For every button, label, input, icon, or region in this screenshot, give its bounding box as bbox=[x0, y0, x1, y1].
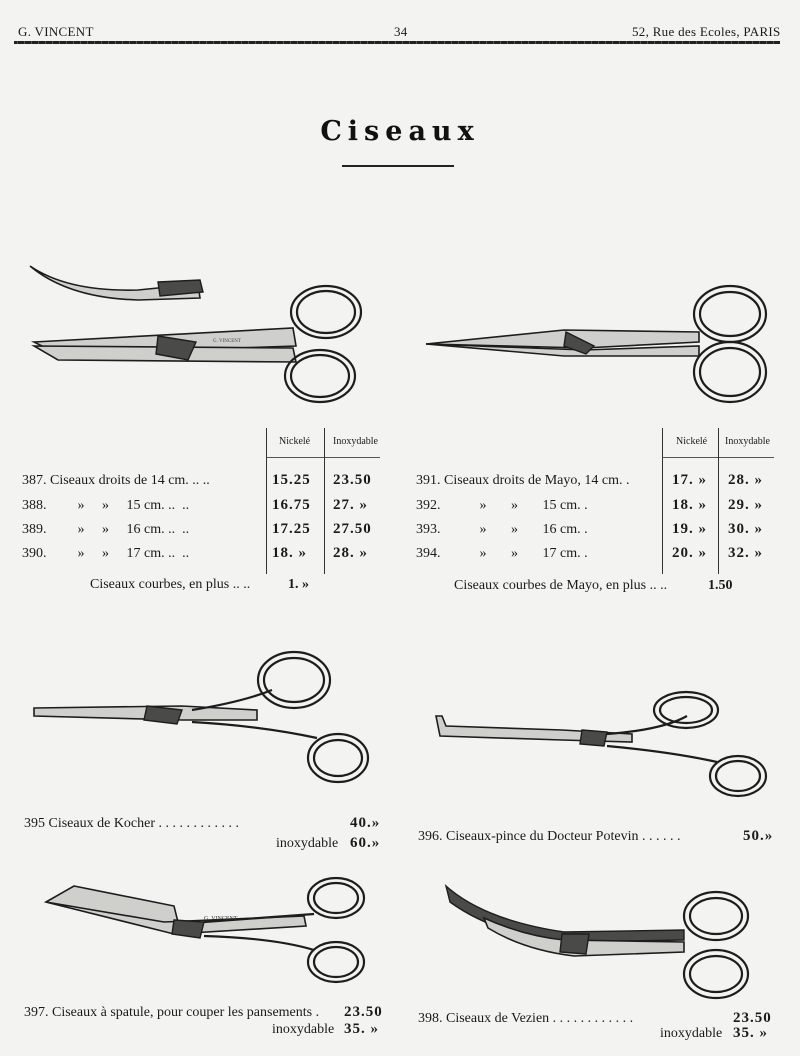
item-396-label: 396. Ciseaux-pince du Docteur Potevin . . . . . . bbox=[418, 829, 681, 844]
price-nickele: 16.75 bbox=[272, 497, 311, 513]
item-description: Ciseaux droits de Mayo, 14 cm. . bbox=[444, 473, 630, 488]
table-row bbox=[22, 498, 189, 514]
item-397-inox-label: inoxydable bbox=[272, 1022, 335, 1037]
item-398-inox-price: 35. » bbox=[733, 1025, 768, 1041]
price-inox: 27.50 bbox=[333, 521, 372, 537]
item-description: » » 17 cm. .. .. bbox=[77, 546, 190, 561]
item-number: 390. bbox=[22, 546, 47, 561]
item-395-label: 395 Ciseaux de Kocher . . . . . . . . . . . . bbox=[24, 816, 240, 831]
item-number: 389. bbox=[22, 522, 47, 537]
engraving-text: G. VINCENT bbox=[213, 339, 241, 344]
item-396-price: 50.» bbox=[743, 828, 774, 844]
table-left-footer-label: Ciseaux courbes, en plus .. .. bbox=[90, 577, 251, 592]
price-inox: 28. » bbox=[333, 545, 368, 561]
price-nickele: 19. » bbox=[672, 521, 707, 537]
page-title: Ciseaux bbox=[320, 116, 480, 147]
scissors-391-illustration bbox=[424, 284, 769, 409]
item-398-inox-label: inoxydable bbox=[660, 1026, 723, 1041]
item-description: » » 17 cm. . bbox=[479, 546, 588, 561]
header-rule bbox=[14, 41, 780, 44]
price-nickele: 18. » bbox=[272, 545, 307, 561]
table-right-footer-label: Ciseaux courbes de Mayo, en plus .. .. bbox=[454, 578, 668, 593]
table-row bbox=[22, 473, 210, 489]
table-row bbox=[416, 498, 588, 514]
item-398-price: 23.50 bbox=[733, 1010, 772, 1026]
title-underline bbox=[342, 165, 454, 167]
item-398-label: 398. Ciseaux de Vezien . . . . . . . . . . . . bbox=[418, 1011, 634, 1026]
item-number: 388. bbox=[22, 498, 47, 513]
price-inox: 29. » bbox=[728, 497, 763, 513]
table-row bbox=[416, 546, 588, 562]
item-395-inox-price: 60.» bbox=[350, 835, 381, 851]
table-row bbox=[416, 473, 629, 489]
header-left: G. VINCENT bbox=[18, 24, 94, 39]
item-description: Ciseaux droits de 14 cm. .. .. bbox=[50, 473, 210, 488]
table-left-col-inox: Inoxydable bbox=[333, 436, 378, 447]
table-right-footer-value: 1.50 bbox=[708, 578, 733, 593]
svg-text:G. VINCENT: G. VINCENT bbox=[204, 916, 238, 922]
page-number: 34 bbox=[394, 24, 408, 39]
scissors-398-illustration bbox=[444, 880, 764, 1002]
table-row bbox=[22, 522, 189, 538]
price-inox: 32. » bbox=[728, 545, 763, 561]
item-397-price: 23.50 bbox=[344, 1004, 383, 1020]
price-nickele: 15.25 bbox=[272, 472, 311, 488]
price-nickele: 20. » bbox=[672, 545, 707, 561]
item-number: 392. bbox=[416, 498, 441, 513]
scissors-396-illustration bbox=[432, 690, 772, 805]
item-395-inox-label: inoxydable bbox=[276, 836, 339, 851]
table-left-divider bbox=[266, 428, 267, 574]
table-left-divider bbox=[324, 428, 325, 574]
table-right-col-inox: Inoxydable bbox=[725, 436, 770, 447]
item-number: 387. bbox=[22, 473, 47, 488]
scissors-387-illustration bbox=[28, 262, 368, 407]
item-number: 391. bbox=[416, 473, 441, 488]
table-left-col-nickele: Nickelé bbox=[279, 436, 311, 447]
table-right-divider bbox=[718, 428, 719, 574]
scissors-395-illustration bbox=[32, 650, 372, 790]
price-inox: 27. » bbox=[333, 497, 368, 513]
price-nickele: 17. » bbox=[672, 472, 707, 488]
table-row bbox=[416, 522, 588, 538]
item-397-label: 397. Ciseaux à spatule, pour couper les pansements . bbox=[24, 1005, 320, 1020]
scissors-397-illustration bbox=[44, 876, 374, 988]
item-description: » » 15 cm. .. .. bbox=[77, 498, 190, 513]
price-inox: 28. » bbox=[728, 472, 763, 488]
table-right-divider bbox=[662, 428, 663, 574]
table-left-rule bbox=[266, 457, 380, 458]
price-nickele: 18. » bbox=[672, 497, 707, 513]
price-inox: 23.50 bbox=[333, 472, 372, 488]
item-number: 394. bbox=[416, 546, 441, 561]
price-nickele: 17.25 bbox=[272, 521, 311, 537]
item-395-price: 40.» bbox=[350, 815, 381, 831]
item-description: » » 16 cm. .. .. bbox=[77, 522, 190, 537]
table-right-col-nickele: Nickelé bbox=[676, 436, 708, 447]
table-row bbox=[22, 546, 189, 562]
table-left-footer-value: 1. » bbox=[288, 577, 309, 592]
item-number: 393. bbox=[416, 522, 441, 537]
item-description: » » 15 cm. . bbox=[479, 498, 588, 513]
item-397-inox-price: 35. » bbox=[344, 1021, 379, 1037]
header-right: 52, Rue des Ecoles, PARIS bbox=[632, 24, 781, 39]
item-description: » » 16 cm. . bbox=[479, 522, 588, 537]
price-inox: 30. » bbox=[728, 521, 763, 537]
